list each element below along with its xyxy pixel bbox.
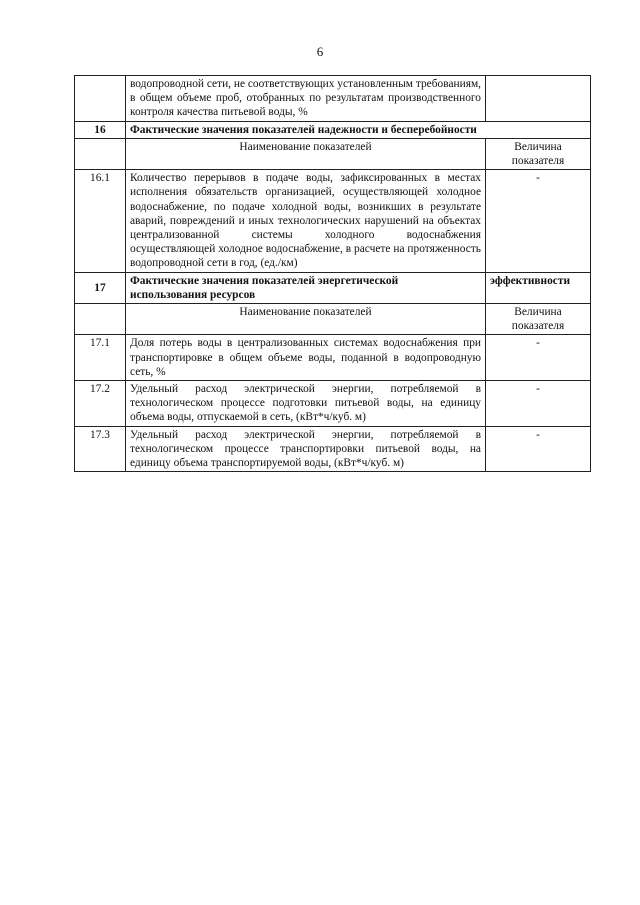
indicator-text: Доля потерь воды в централизованных системах водоснабжения при транспортировке в общем объеме воды, поданной в водопроводную сеть, % <box>126 335 486 381</box>
row-number: 17.1 <box>75 335 126 381</box>
indicator-value: - <box>486 426 591 472</box>
section-title <box>126 272 486 303</box>
section-number: 16 <box>75 121 126 138</box>
indicator-text: Количество перерывов в подаче воды, зафиксированных в местах исполнения обязательств организацией, осуществляющей холодное водоснабжение, по подаче холодной воды, возникших в результате аварий, повреждений и иных технологических нарушений на объектах централизованной системы холодного водоснабжения осуществляющей холодное водоснабжение, в расчете на протяженность водопроводной сети в год, (ед./км) <box>126 170 486 272</box>
section-row-17 <box>75 272 591 303</box>
value-column-header: Величина показателя <box>486 304 591 335</box>
indicator-text: Удельный расход электрической энергии, потребляемой в технологическом процессе транспортировки питьевой воды, на единицу объема транспортируемой воды, (кВт*ч/куб. м) <box>126 426 486 472</box>
table-row <box>75 170 591 272</box>
section-row-16 <box>75 121 591 138</box>
column-header-row <box>75 304 591 335</box>
section-title-text: использования ресурсов <box>130 288 256 301</box>
indicator-text: Удельный расход электрической энергии, потребляемой в технологическом процессе подготовки питьевой воды, на единицу объема воды, отпускаемой в сеть, (кВт*ч/куб. м) <box>126 381 486 427</box>
indicator-value <box>486 76 591 122</box>
table-row <box>75 335 591 381</box>
table-row <box>75 76 591 122</box>
row-number: 16.1 <box>75 170 126 272</box>
row-number <box>75 76 126 122</box>
row-number: 17.2 <box>75 381 126 427</box>
indicator-value: - <box>486 170 591 272</box>
value-column-header: Величина показателя <box>486 138 591 169</box>
section-title <box>126 121 591 138</box>
row-number: 17.3 <box>75 426 126 472</box>
section-number: 17 <box>75 272 126 303</box>
section-title-continuation <box>486 272 591 303</box>
empty-cell <box>75 304 126 335</box>
name-column-header: Наименование показателей <box>126 304 486 335</box>
name-column-header: Наименование показателей <box>126 138 486 169</box>
indicator-value: - <box>486 381 591 427</box>
table-row <box>75 381 591 427</box>
column-header-row <box>75 138 591 169</box>
section-title-text: Фактические значения показателей надежности и бесперебойности <box>130 123 477 136</box>
table-row <box>75 426 591 472</box>
section-title-text: эффективности <box>490 274 571 287</box>
page-number: 6 <box>316 44 324 59</box>
section-title-text: Фактические значения показателей энергетической <box>130 274 399 287</box>
indicator-value: - <box>486 335 591 381</box>
empty-cell <box>75 138 126 169</box>
indicators-table <box>74 75 591 472</box>
indicator-text: водопроводной сети, не соответствующих установленным требованиям, в общем объеме проб, отобранных по результатам производственного контроля качества питьевой воды, % <box>126 76 486 122</box>
